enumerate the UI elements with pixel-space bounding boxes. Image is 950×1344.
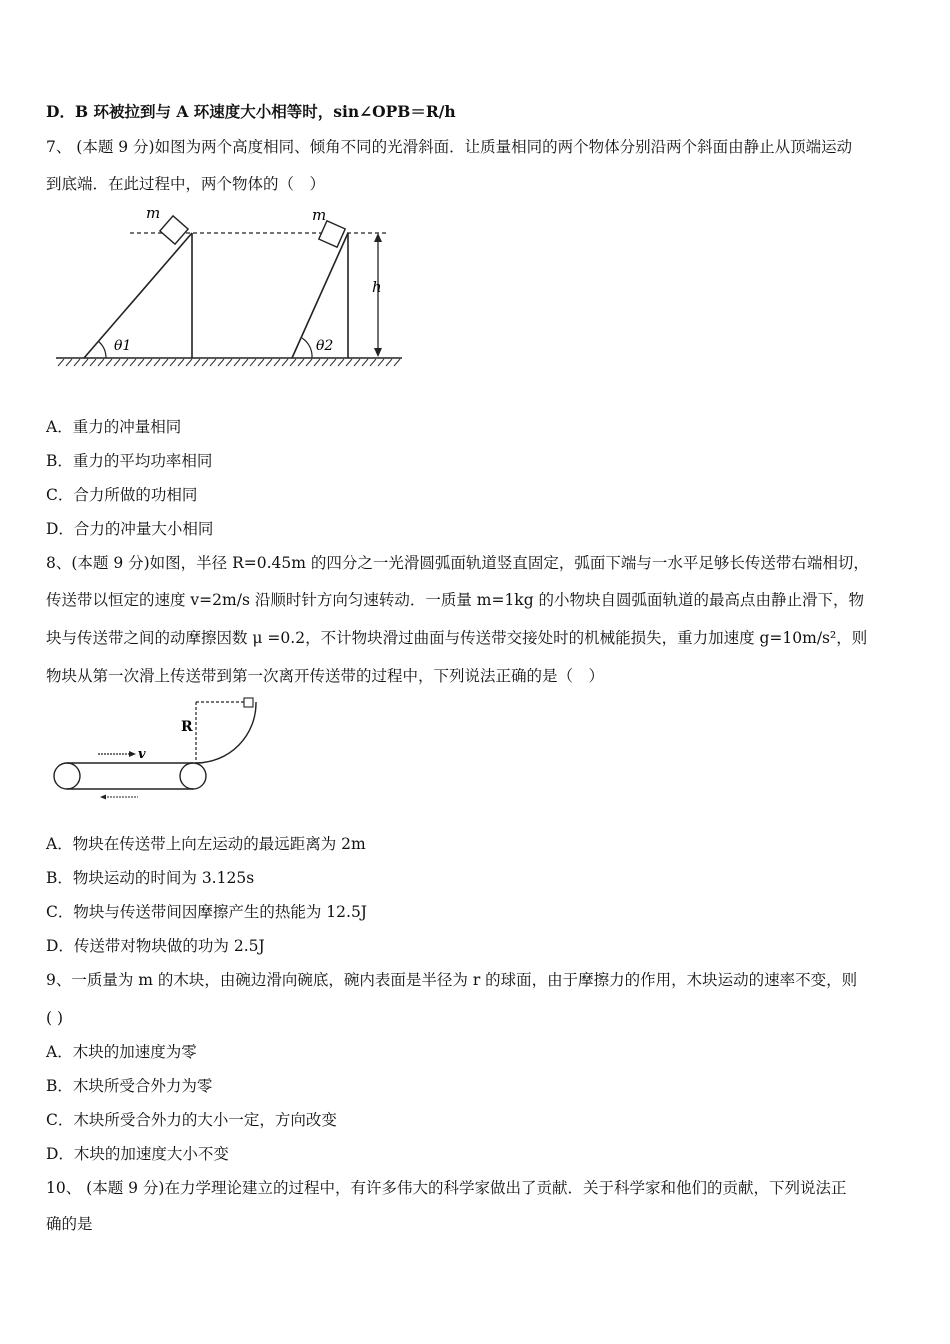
ground-hatch	[58, 359, 400, 366]
q9-option-a: A．木块的加速度为零	[46, 1043, 197, 1061]
velocity-arrow-head	[129, 751, 136, 757]
q9-option-b: B．木块所受合外力为零	[46, 1077, 213, 1095]
angle-arc-2	[302, 338, 312, 358]
q10-stem-line2: 确的是	[46, 1215, 93, 1233]
q8-conveyor-figure	[48, 696, 263, 806]
block-1	[160, 216, 188, 244]
q6-option-d: D．B 环被拉到与 A 环速度大小相等时，sin∠OPB＝R/h	[46, 102, 456, 121]
angle-arc-1	[98, 341, 106, 358]
q8-option-c: C．物块与传送带间因摩擦产生的热能为 12.5J	[46, 903, 368, 921]
q7-incline-figure	[50, 200, 410, 372]
q7-option-c: C．合力所做的功相同	[46, 486, 198, 504]
block-2	[319, 221, 345, 247]
height-arrow-top	[374, 233, 382, 242]
q9-option-d: D．木块的加速度大小不变	[46, 1145, 229, 1163]
incline-1-slope	[84, 233, 192, 358]
q9-option-c: C．木块所受合外力的大小一定，方向改变	[46, 1111, 337, 1129]
q8-option-a: A．物块在传送带上向左运动的最远距离为 2m	[46, 835, 366, 853]
return-arrow-head	[100, 795, 106, 800]
q9-stem-line2: ( )	[46, 1009, 64, 1027]
height-label: h	[372, 278, 382, 296]
angle-label-1: θ1	[114, 338, 132, 354]
height-arrow-bottom	[374, 348, 382, 357]
radius-label: R	[181, 719, 193, 735]
q7-option-d: D．合力的冲量大小相同	[46, 520, 214, 538]
q7-stem-line1: 7、 (本题 9 分)如图为两个高度相同、倾角不同的光滑斜面．让质量相同的两个物体分别沿两个斜面由静止从顶端运动	[46, 138, 853, 156]
q8-stem-line4: 物块从第一次滑上传送带到第一次离开传送带的过程中，下列说法正确的是（ ）	[46, 667, 605, 685]
q8-option-b: B．物块运动的时间为 3.125s	[46, 869, 255, 887]
q8-option-d: D．传送带对物块做的功为 2.5J	[46, 937, 265, 955]
q8-stem-line3: 块与传送带之间的动摩擦因数 μ =0.2，不计物块滑过曲面与传送带交接处时的机械能损失，重力加速度 g=10m/s²，则	[46, 629, 868, 647]
small-block	[244, 698, 253, 707]
q7-option-a: A．重力的冲量相同	[46, 418, 182, 436]
mass-label-1: m	[146, 204, 161, 222]
quarter-arc-track	[196, 702, 256, 763]
velocity-label: v	[138, 747, 146, 762]
q8-stem-line1: 8、(本题 9 分)如图，半径 R=0.45m 的四分之一光滑圆弧面轨道竖直固定，弧面下端与一水平足够长传送带右端相切，	[46, 554, 869, 572]
q9-stem-line1: 9、一质量为 m 的木块，由碗边滑向碗底，碗内表面是半径为 r 的球面，由于摩擦力的作用，木块运动的速率不变，则	[46, 971, 858, 989]
q10-stem-line1: 10、 (本题 9 分)在力学理论建立的过程中，有许多伟大的科学家做出了贡献．关于科学家和他们的贡献，下列说法正	[46, 1179, 847, 1197]
left-roller	[54, 763, 80, 789]
q7-stem-line2: 到底端．在此过程中，两个物体的（ ）	[46, 175, 326, 193]
mass-label-2: m	[312, 206, 327, 224]
right-roller	[180, 763, 206, 789]
angle-label-2: θ2	[316, 338, 334, 354]
q8-stem-line2: 传送带以恒定的速度 v=2m/s 沿顺时针方向匀速转动．一质量 m=1kg 的小物块自圆弧面轨道的最高点由静止滑下，物	[46, 591, 865, 609]
q7-option-b: B．重力的平均功率相同	[46, 452, 213, 470]
